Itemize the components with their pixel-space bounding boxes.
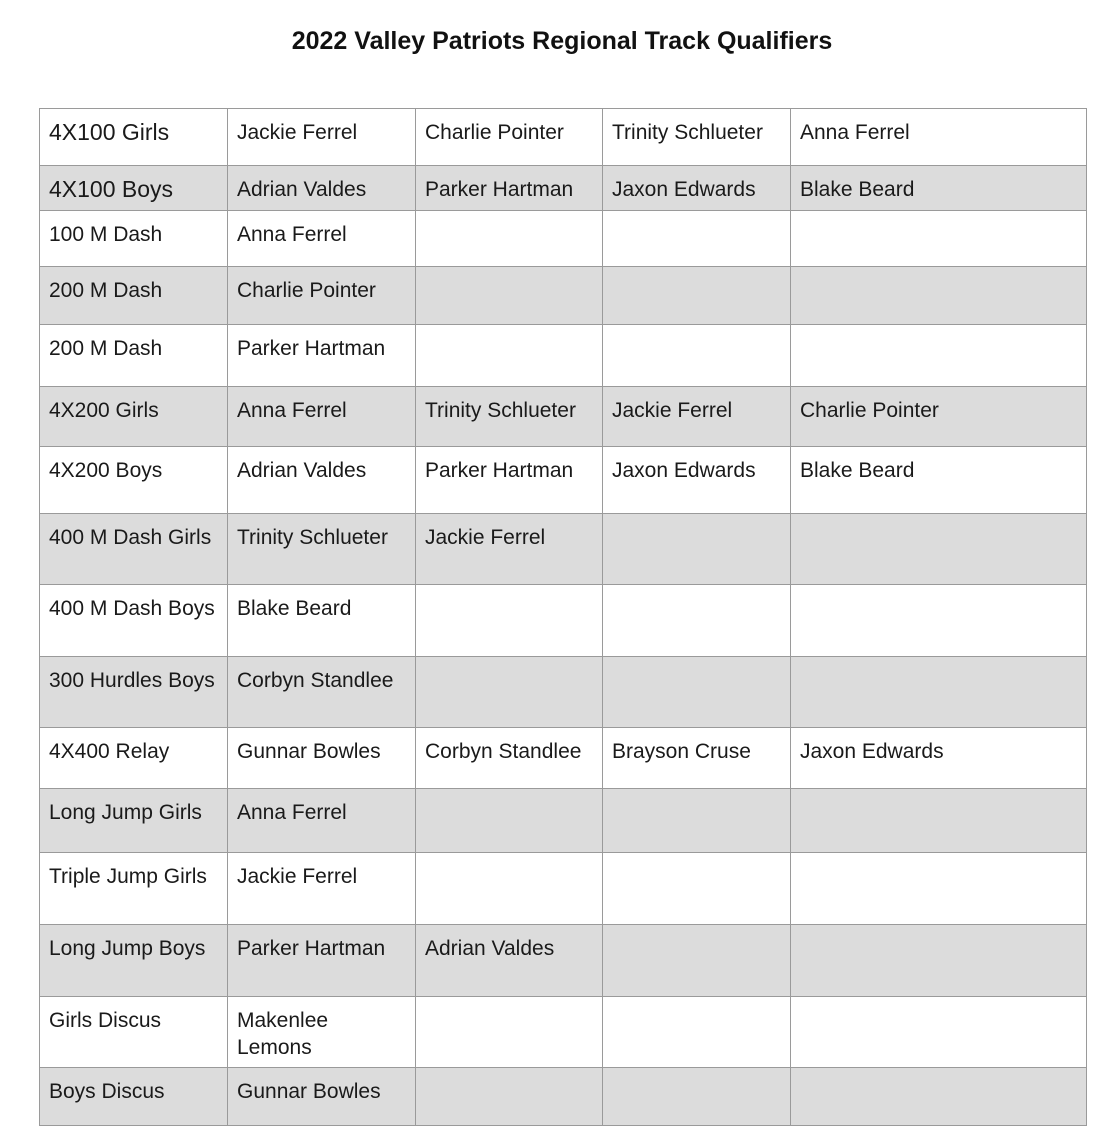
athlete-cell xyxy=(416,789,603,853)
athlete-cell xyxy=(416,997,603,1068)
athlete-cell xyxy=(603,925,791,997)
athlete-cell: Blake Beard xyxy=(228,585,416,657)
athlete-cell: Parker Hartman xyxy=(228,325,416,387)
athlete-cell xyxy=(791,997,1087,1068)
event-cell: 100 M Dash xyxy=(40,211,228,267)
athlete-cell: Jackie Ferrel xyxy=(228,109,416,166)
athlete-cell: Trinity Schlueter xyxy=(228,514,416,585)
athlete-cell xyxy=(416,1068,603,1126)
athlete-cell: Anna Ferrel xyxy=(228,211,416,267)
table-row xyxy=(40,789,1087,853)
athlete-cell xyxy=(791,211,1087,267)
qualifiers-table-body xyxy=(40,109,1087,1126)
athlete-cell: Charlie Pointer xyxy=(228,267,416,325)
event-cell: 200 M Dash xyxy=(40,325,228,387)
table-row xyxy=(40,387,1087,447)
athlete-cell xyxy=(416,267,603,325)
athlete-cell xyxy=(791,585,1087,657)
athlete-cell xyxy=(603,267,791,325)
athlete-cell: Charlie Pointer xyxy=(416,109,603,166)
athlete-cell: Adrian Valdes xyxy=(228,447,416,514)
athlete-cell xyxy=(791,657,1087,728)
table-row xyxy=(40,1068,1087,1126)
athlete-cell xyxy=(791,789,1087,853)
athlete-cell: Adrian Valdes xyxy=(228,166,416,211)
table-row xyxy=(40,997,1087,1068)
athlete-cell: Jaxon Edwards xyxy=(603,447,791,514)
event-cell: 4X200 Girls xyxy=(40,387,228,447)
athlete-cell xyxy=(603,325,791,387)
event-cell: 400 M Dash Boys xyxy=(40,585,228,657)
athlete-cell: Parker Hartman xyxy=(416,447,603,514)
table-row xyxy=(40,585,1087,657)
event-cell: 4X100 Boys xyxy=(40,166,228,211)
event-cell: 200 M Dash xyxy=(40,267,228,325)
event-cell: Triple Jump Girls xyxy=(40,853,228,925)
document-title: 2022 Valley Patriots Regional Track Qualifiers xyxy=(291,27,833,55)
athlete-cell xyxy=(603,853,791,925)
table-row xyxy=(40,657,1087,728)
athlete-cell: Jackie Ferrel xyxy=(228,853,416,925)
table-row xyxy=(40,325,1087,387)
athlete-cell: Jaxon Edwards xyxy=(603,166,791,211)
athlete-cell: Jackie Ferrel xyxy=(603,387,791,447)
athlete-cell xyxy=(603,1068,791,1126)
table-row xyxy=(40,925,1087,997)
table-row xyxy=(40,514,1087,585)
athlete-cell xyxy=(416,211,603,267)
athlete-cell: Parker Hartman xyxy=(228,925,416,997)
athlete-cell: Blake Beard xyxy=(791,166,1087,211)
athlete-cell xyxy=(416,325,603,387)
athlete-cell: Trinity Schlueter xyxy=(416,387,603,447)
event-cell: 4X100 Girls xyxy=(40,109,228,166)
athlete-cell: Anna Ferrel xyxy=(228,387,416,447)
athlete-cell: Charlie Pointer xyxy=(791,387,1087,447)
event-cell: Long Jump Boys xyxy=(40,925,228,997)
athlete-cell xyxy=(791,267,1087,325)
athlete-cell xyxy=(603,211,791,267)
event-cell: 4X400 Relay xyxy=(40,728,228,789)
athlete-cell: Brayson Cruse xyxy=(603,728,791,789)
event-cell: Boys Discus xyxy=(40,1068,228,1126)
athlete-cell: Makenlee Lemons xyxy=(228,997,416,1068)
table-row xyxy=(40,728,1087,789)
athlete-cell: Anna Ferrel xyxy=(228,789,416,853)
athlete-cell: Blake Beard xyxy=(791,447,1087,514)
athlete-cell xyxy=(416,853,603,925)
event-cell: 4X200 Boys xyxy=(40,447,228,514)
athlete-cell: Corbyn Standlee xyxy=(228,657,416,728)
athlete-cell xyxy=(416,657,603,728)
event-cell: Girls Discus xyxy=(40,997,228,1068)
athlete-cell: Parker Hartman xyxy=(416,166,603,211)
athlete-cell: Gunnar Bowles xyxy=(228,1068,416,1126)
athlete-cell xyxy=(791,325,1087,387)
athlete-cell: Jackie Ferrel xyxy=(416,514,603,585)
athlete-cell: Trinity Schlueter xyxy=(603,109,791,166)
athlete-cell xyxy=(791,514,1087,585)
event-cell: 300 Hurdles Boys xyxy=(40,657,228,728)
table-row xyxy=(40,166,1087,211)
table-row xyxy=(40,109,1087,166)
event-cell: 400 M Dash Girls xyxy=(40,514,228,585)
athlete-cell: Jaxon Edwards xyxy=(791,728,1087,789)
athlete-cell xyxy=(791,1068,1087,1126)
event-cell: Long Jump Girls xyxy=(40,789,228,853)
qualifiers-table xyxy=(39,108,1087,1126)
athlete-cell: Gunnar Bowles xyxy=(228,728,416,789)
athlete-cell xyxy=(603,585,791,657)
athlete-cell xyxy=(791,853,1087,925)
athlete-cell xyxy=(603,657,791,728)
table-row xyxy=(40,447,1087,514)
athlete-cell: Adrian Valdes xyxy=(416,925,603,997)
athlete-cell: Anna Ferrel xyxy=(791,109,1087,166)
athlete-cell: Corbyn Standlee xyxy=(416,728,603,789)
table-row xyxy=(40,211,1087,267)
table-row xyxy=(40,853,1087,925)
table-row xyxy=(40,267,1087,325)
athlete-cell xyxy=(791,925,1087,997)
athlete-cell xyxy=(603,997,791,1068)
athlete-cell xyxy=(603,514,791,585)
athlete-cell xyxy=(603,789,791,853)
athlete-cell xyxy=(416,585,603,657)
